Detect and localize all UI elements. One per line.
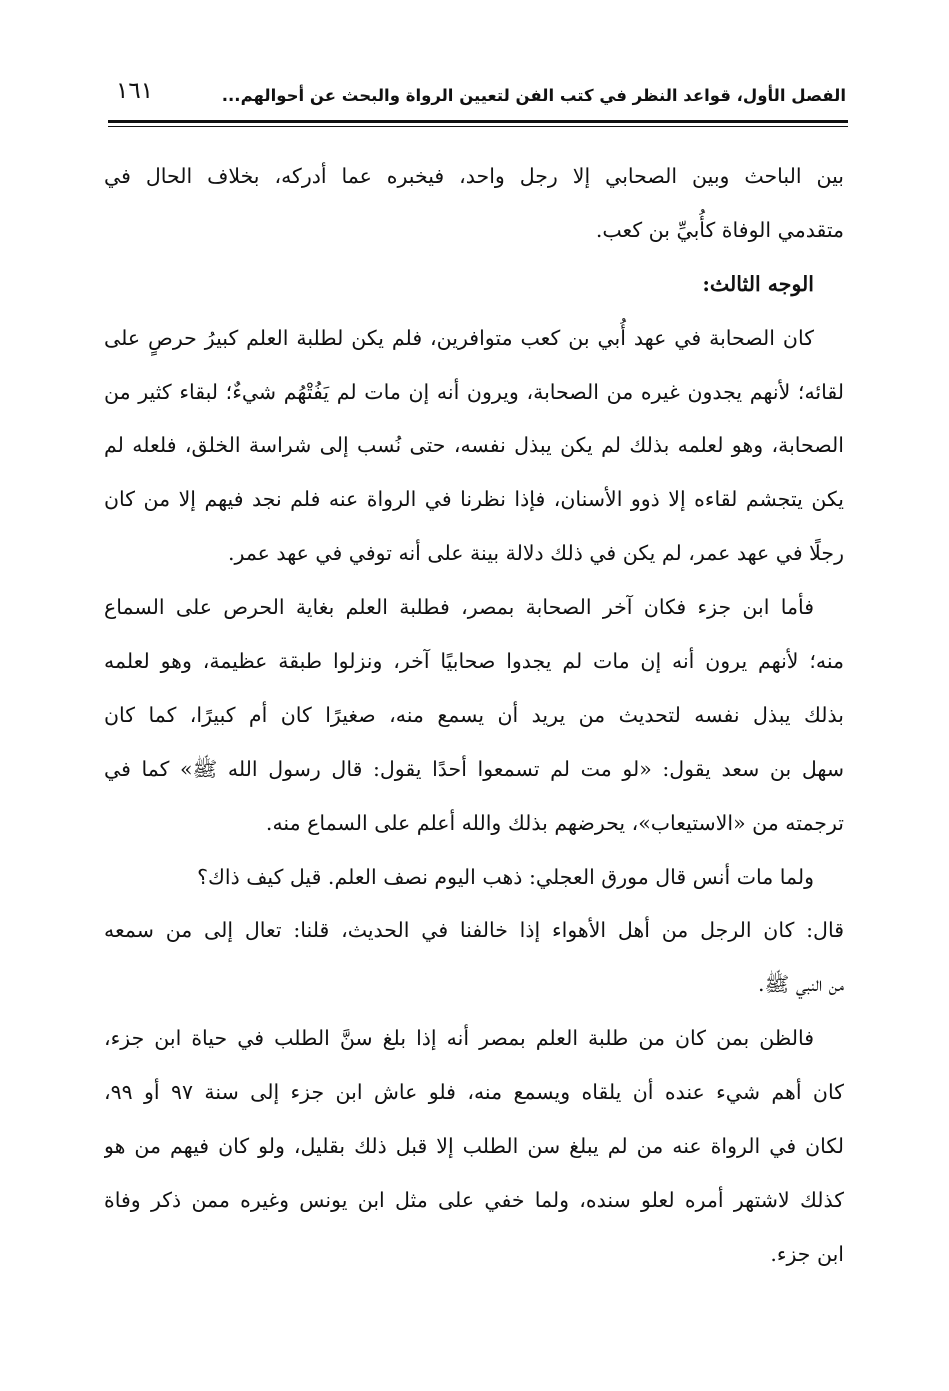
header-rule-thin xyxy=(108,126,848,127)
page-header xyxy=(108,72,846,120)
running-title: الفصل الأول، قواعد النظر في كتب الفن لتعيين الرواة والبحث عن أحوالهم... xyxy=(221,86,846,105)
text-line: ولما مات أنس قال مورق العجلي: ذهب اليوم نصف العلم. قيل كيف ذاك؟ xyxy=(197,864,814,889)
text-line: الصحابة، وهو لعلمه بذلك لم يكن يبذل نفسه، حتى نُسب إلى شراسة الخلق، فلعله لم xyxy=(104,433,844,458)
text-line: فأما ابن جزء فكان آخر الصحابة بمصر، فطلبة العلم بغاية الحرص على السماع xyxy=(104,595,814,620)
text-line: فالظن بمن كان من طلبة العلم بمصر أنه إذا بلغ سنَّ الطلب في حياة ابن جزء، xyxy=(104,1026,814,1051)
text-line: بين الباحث وبين الصحابي إلا رجل واحد، فيخبره عما أدركه، بخلاف الحال في xyxy=(104,164,844,188)
text-line: قال: كان الرجل من أهل الأهواء إذا خالفنا في الحديث، قلنا: تعال إلى من سمعه xyxy=(104,918,844,943)
text-line: من النبي ﷺ. xyxy=(758,972,844,997)
text-line: منه؛ لأنهم يرون أنه إن مات لم يجدوا صحابيًا آخر، ونزلوا طبقة عظيمة، وهو لعلمه xyxy=(104,649,844,674)
text-line: لكان في الرواة عنه من لم يبلغ سن الطلب إلا قبل ذلك بقليل، ولو كان فيهم من هو xyxy=(104,1134,844,1159)
section-heading: الوجه الثالث: xyxy=(702,271,814,296)
page-number: ١٦١ xyxy=(116,78,154,104)
text-line: بذلك يبذل نفسه لتحديث من يريد أن يسمع منه، صغيرًا كان أم كبيرًا، كما كان xyxy=(104,702,844,727)
text-line: كان أهم شيء عنده أن يلقاه ويسمع منه، فلو عاش ابن جزء إلى سنة ٩٧ أو ٩٩، xyxy=(104,1080,844,1105)
text-line: لقائه؛ لأنهم يجدون غيره من الصحابة، ويرون أنه إن مات لم يَفُتْهُم شيءٌ؛ لبقاء كثير من xyxy=(104,379,844,404)
text-line: ابن جزء. xyxy=(770,1241,844,1266)
text-line: سهل بن سعد يقول: «لو مت لم تسمعوا أحدًا يقول: قال رسول الله ﷺ» كما في xyxy=(104,756,844,781)
header-rule-thick xyxy=(108,120,848,123)
text-line: رجلًا في عهد عمر، لم يكن في ذلك دلالة بينة على أنه توفي في عهد عمر. xyxy=(228,541,844,566)
text-line: كان الصحابة في عهد أُبي بن كعب متوافرين، فلم يكن لطلبة العلم كبيرُ حرصٍ على xyxy=(104,325,814,350)
text-line: ترجمته من «الاستيعاب»، يحرضهم بذلك والله أعلم على السماع منه. xyxy=(265,810,844,835)
text-line: كذلك لاشتهر أمره لعلو سنده، ولما خفي على مثل ابن يونس وغيره ممن ذكر وفاة xyxy=(104,1187,844,1212)
text-line: متقدمي الوفاة كأُبيِّ بن كعب. xyxy=(595,217,844,242)
body-text xyxy=(104,150,844,1282)
text-line: يكن يتجشم لقاءه إلا ذوو الأسنان، فإذا نظرنا في الرواة عنه فلم نجد فيهم إلا من كان xyxy=(104,487,844,512)
